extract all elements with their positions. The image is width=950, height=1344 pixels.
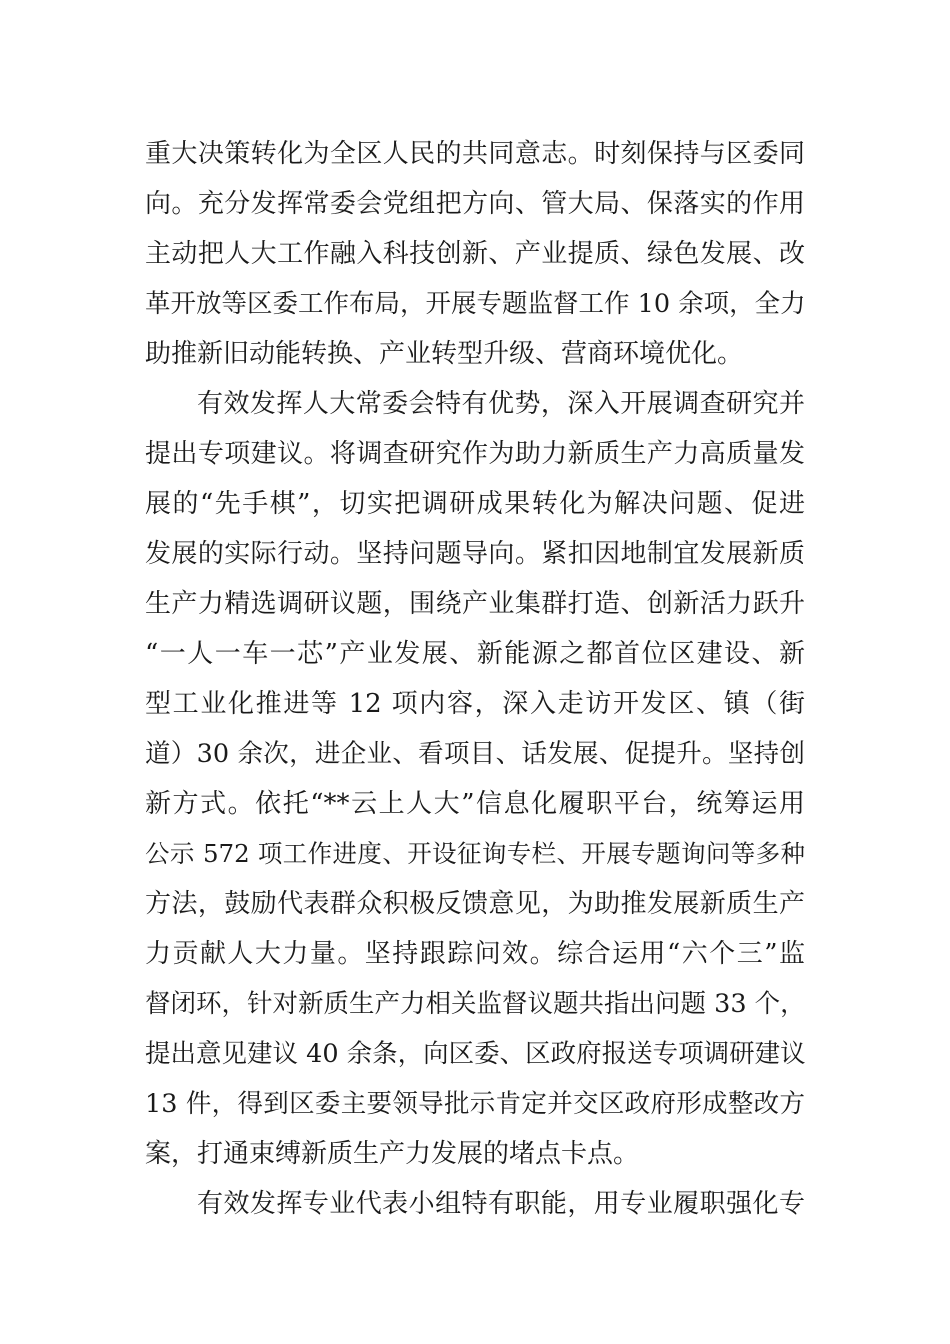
text-line: 向。充分发挥常委会党组把方向、管大局、保落实的作用 bbox=[145, 189, 805, 219]
text-line: 型工业化推进等 12 项内容，深入走访开发区、镇（街 bbox=[145, 689, 805, 719]
text-line: 助推新旧动能转换、产业转型升级、营商环境优化。 bbox=[145, 339, 744, 369]
text-line: 革开放等区委工作布局，开展专题监督工作 10 余项，全力 bbox=[145, 289, 806, 319]
text-line: 方法，鼓励代表群众积极反馈意见，为助推发展新质生产 bbox=[145, 889, 805, 919]
text-line: 提出意见建议 40 余条，向区委、区政府报送专项调研建议 bbox=[145, 1039, 806, 1069]
text-line: 展的“先手棋”，切实把调研成果转化为解决问题、促进 bbox=[145, 489, 805, 519]
text-line: 13 件，得到区委主要领导批示肯定并交区政府形成整改方 bbox=[145, 1089, 805, 1119]
paragraph-first-line: 有效发挥人大常委会特有优势，深入开展调查研究并 bbox=[197, 389, 805, 419]
text-line: 重大决策转化为全区人民的共同意志。时刻保持与区委同 bbox=[145, 139, 805, 169]
text-line: 道）30 余次，进企业、看项目、话发展、促提升。坚持创 bbox=[145, 739, 805, 769]
paragraph-first-line: 有效发挥专业代表小组特有职能，用专业履职强化专 bbox=[197, 1189, 805, 1219]
text-line: 主动把人大工作融入科技创新、产业提质、绿色发展、改 bbox=[145, 239, 805, 269]
text-line: 新方式。依托“**云上人大”信息化履职平台，统筹运用 bbox=[145, 789, 805, 819]
text-line: 公示 572 项工作进度、开设征询专栏、开展专题询问等多种 bbox=[145, 839, 805, 868]
text-line: 发展的实际行动。坚持问题导向。紧扣因地制宜发展新质 bbox=[145, 539, 805, 569]
text-line: 生产力精选调研议题，围绕产业集群打造、创新活力跃升 bbox=[145, 589, 805, 619]
text-line: 提出专项建议。将调查研究作为助力新质生产力高质量发 bbox=[145, 439, 805, 469]
text-line: 案，打通束缚新质生产力发展的堵点卡点。 bbox=[145, 1139, 640, 1169]
text-line: 力贡献人大力量。坚持跟踪问效。综合运用“六个三”监 bbox=[145, 939, 805, 969]
text-line: 督闭环，针对新质生产力相关监督议题共指出问题 33 个， bbox=[145, 989, 806, 1019]
text-line: “一人一车一芯”产业发展、新能源之都首位区建设、新 bbox=[145, 639, 805, 669]
